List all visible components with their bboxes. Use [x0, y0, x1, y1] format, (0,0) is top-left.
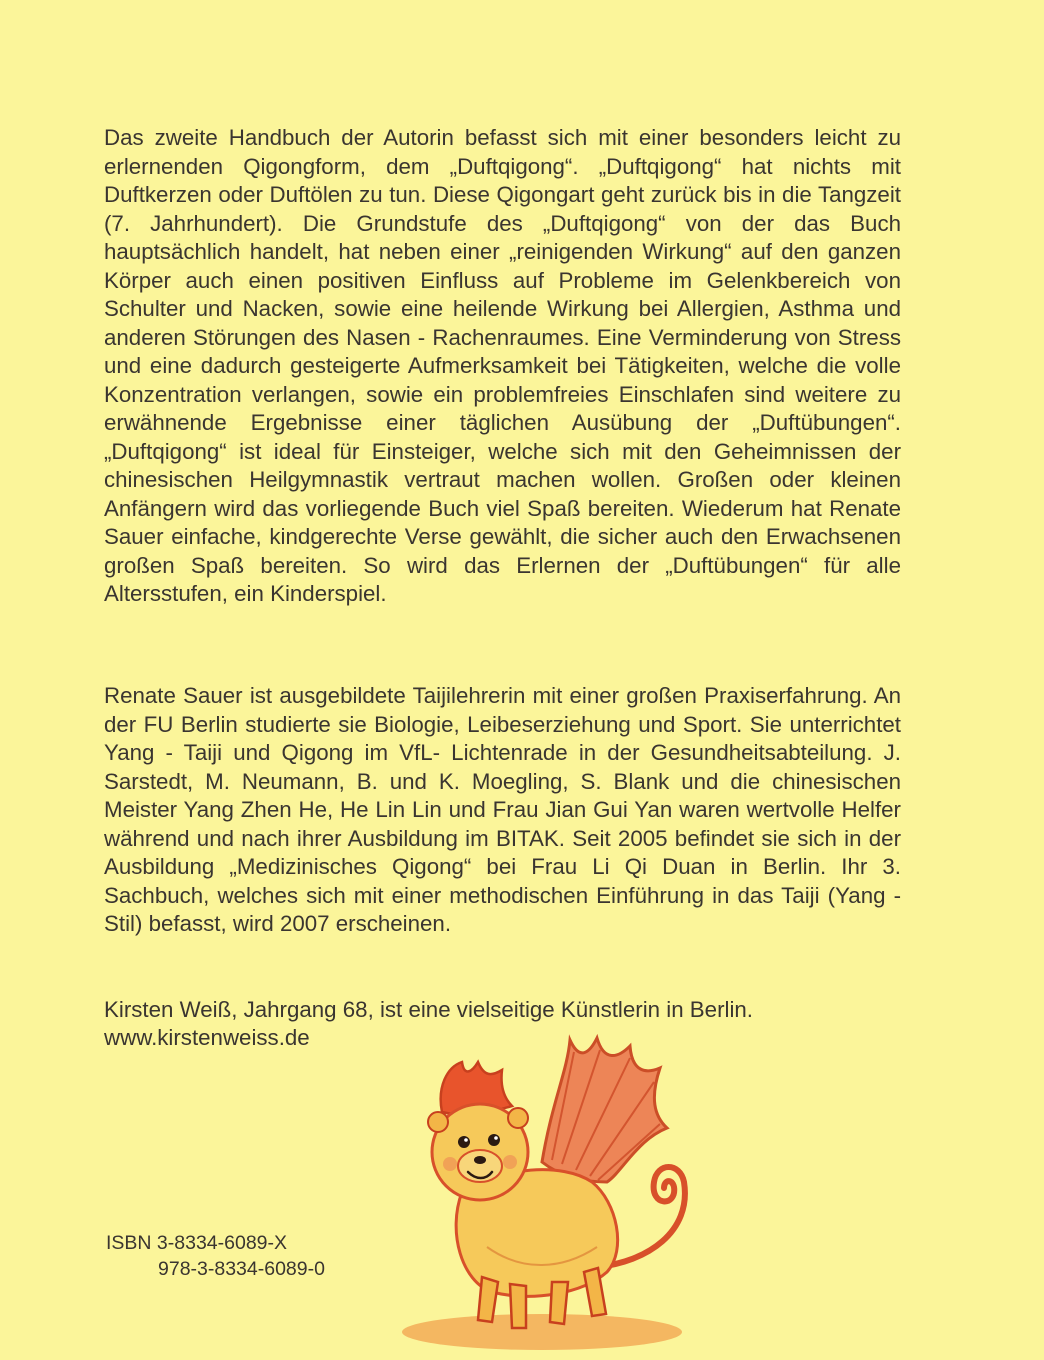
author-biography: Renate Sauer ist ausgebildete Taijilehrerin mit einer großen Praxiserfahrung. An der FU Berlin studierte sie Biologie, Leibeserziehung und Sport. Sie unterrichtet Yang - Taiji und Qigong im VfL- Lichtenrade in der Gesundheitsabteilung. J. Sarstedt, M. Neumann, B. und K. Moegling, S. Blank und die chinesischen Meister Yang Zhen He, He Lin Lin und Frau Jian Gui Yan waren wertvolle Helfer während und nach ihrer Ausbildung im BITAK. Seit 2005 befindet sie sich in der Ausbildung „Medizinisches Qigong“ bei Frau Li Qi Duan in Berlin. Ihr 3. Sachbuch, welches sich mit einer methodischen Einführung in das Taiji (Yang - Stil) befasst, wird 2007 erscheinen.	[104, 683, 901, 936]
dragon-cheek-left	[443, 1157, 457, 1171]
dragon-ear-left	[428, 1112, 448, 1132]
dragon-illustration	[392, 1032, 712, 1360]
dragon-eye-shine-left	[464, 1138, 468, 1142]
dragon-eye-shine-right	[494, 1136, 498, 1140]
dragon-eye-right	[488, 1134, 500, 1146]
dragon-nose	[474, 1156, 486, 1164]
dragon-cheek-right	[503, 1155, 517, 1169]
isbn-13: 978-3-8334-6089-0	[158, 1258, 325, 1280]
illustrator-website: www.kirstenweiss.de	[104, 1025, 310, 1050]
ground-shadow	[402, 1314, 682, 1350]
illustrator-biography: Kirsten Weiß, Jahrgang 68, ist eine vielseitige Künstlerin in Berlin.	[104, 997, 753, 1022]
dragon-leg-front-right	[510, 1284, 526, 1328]
dragon-eye-left	[458, 1136, 470, 1148]
book-description: Das zweite Handbuch der Autorin befasst sich mit einer besonders leicht zu erlernenden Qigongform, dem „Duftqigong“. „Duftqigong“ hat nichts mit Duftkerzen oder Duftölen zu tun. Diese Qigongart geht zurück bis in die Tangzeit (7. Jahrhundert). Die Grundstufe des „Duftqigong“ von der das Buch hauptsächlich handelt, hat neben einer „reinigenden Wirkung“ auf den ganzen Körper auch einen positiven Einfluss auf Probleme im Gelenkbereich von Schulter und Nacken, sowie eine heilende Wirkung bei Allergien, Asthma und anderen Störungen des Nasen - Rachenraumes. Eine Verminderung von Stress und eine dadurch gesteigerte Aufmerksamkeit bei Tätigkeiten, welche die volle Konzentration verlangen, sowie ein problemfreies Einschlafen sind weitere zu erwähnende Ergebnisse einer täglichen Ausübung der „Duftübungen“. „Duftqigong“ ist ideal für Einsteiger, welche sich mit den Geheimnissen der chinesischen Heilgymnastik vertraut machen wollen. Großen oder kleinen Anfängern wird das vorliegende Buch viel Spaß bereiten. Wiederum hat Renate Sauer einfache, kindgerechte Verse gewählt, die sicher auch den Erwachsenen großen Spaß bereiten. So wird das Erlernen der „Duftübungen“ für alle Altersstufen, ein Kinderspiel.	[104, 125, 901, 606]
dragon-leg-back-left	[550, 1282, 568, 1324]
dragon-ear-right	[508, 1108, 528, 1128]
isbn-10: ISBN 3-8334-6089-X	[106, 1232, 288, 1254]
